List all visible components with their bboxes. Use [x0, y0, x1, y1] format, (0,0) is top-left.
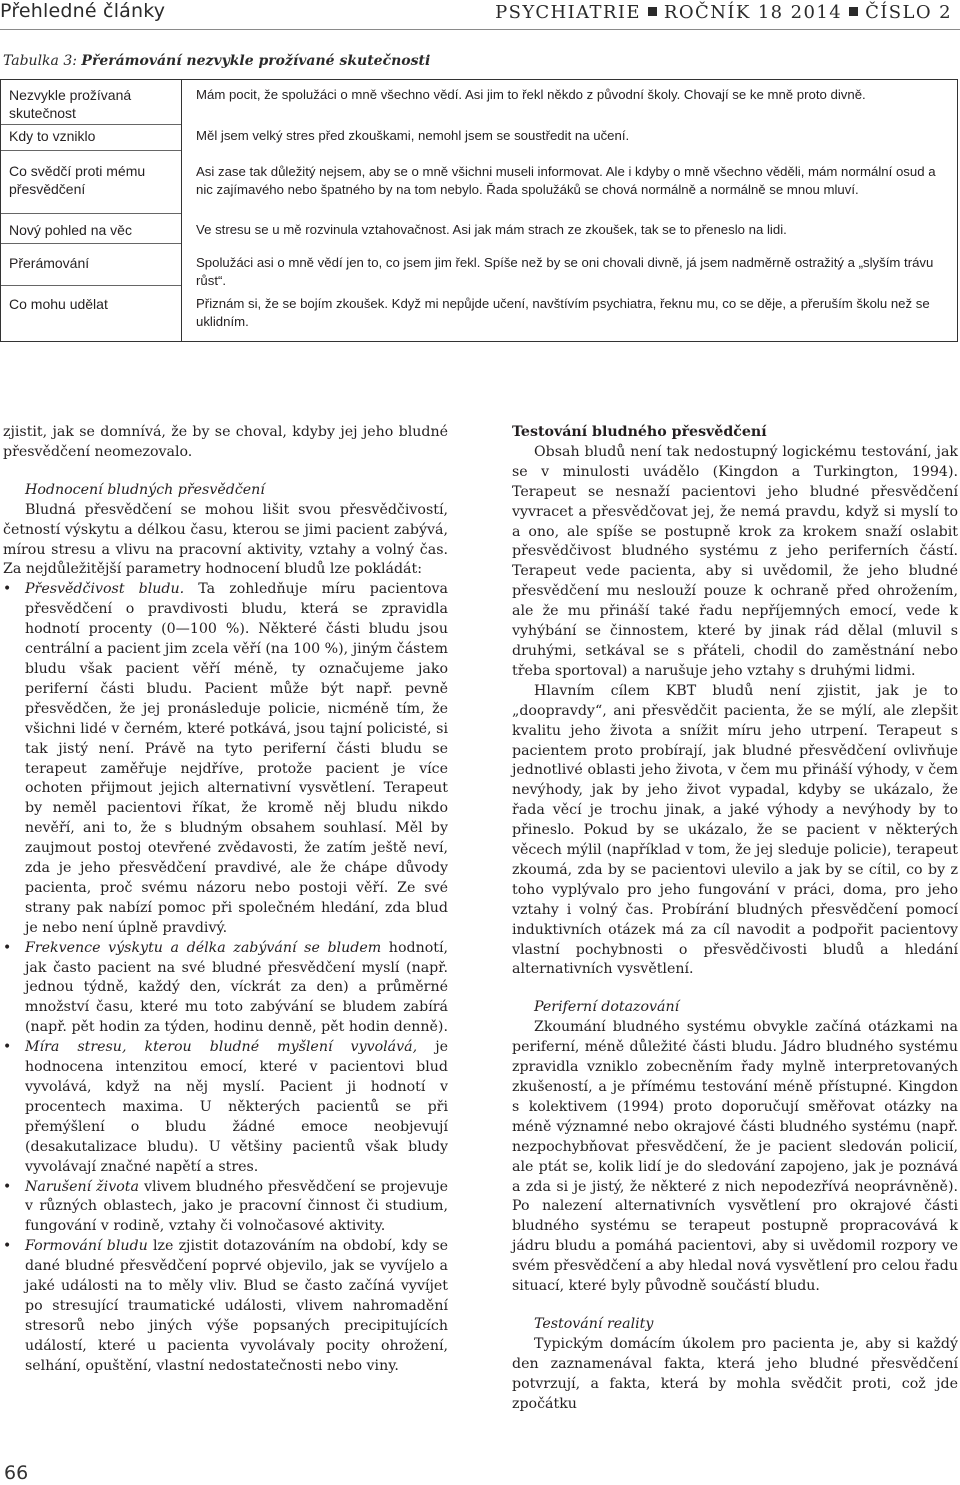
square-bullet-icon [849, 7, 858, 16]
paragraph: Obsah bludů není tak nedostupný logickému testování, jak se v minulosti uvádělo (Kingdon a Turkington, 1994). Terapeut se nesnaží pacientovi jeho bludné přesvědčení vyvracet a přesvědčovat jej, že nemá pravdu, když si myslí to a ono, ale spíše se postupně krok za krokem snaží oslabit přesvědčivost bludného systému z jeho periferních částí. Terapeut vede pacienta, aby si uvědomil, že jeho bludné přesvědčení mu neslouží pouze k ochraně před ohrožením, ale že mu přináší také řadu nepříjemných emocí, vede k vyhýbání se činnostem, které by jinak rád dělal (mluvil s druhými, setkával se s přáteli, chodil do zaměstnání nebo třeba sportoval) a narušuje jeho vztahy s druhými lidmi. [512, 443, 958, 679]
list-item-term: Přesvědčivost bludu. [25, 581, 185, 598]
list-item [3, 580, 448, 938]
parameter-list [3, 580, 448, 1376]
list-item-text: Ta zohledňuje míru pacientova přesvědčení o pravdivosti bludu, která se zpravidla hodnotí procenty (0—100 %). Některé části bludu jsou centrální a pacient jim zcela věří (na 100 %), jiným částem bludu však pacient věří méně, ty označujeme jako periferní části bludu. Pacient může být např. pevně přesvědčen, že jej pronásleduje policie, nicméně tím, že všichni lidé v černém, které potkává, jsou tajní policisté, si tak jistý není. Právě na tyto periferní části bludu se terapeut zaměřuje nejdříve, protože pacient je více ochoten přijmout jejich alternativní vysvětlení. Terapeut by neměl pacientovi říkat, že kromě něj bludu nikdo nevěří, ani to, že s bludným obsahem souhlasí. Měl by zaujmout postoj otevřené zvědavosti, že zatím ještě neví, zda je jeho přesvědčení pravdivé, ale že chápe důvody pacienta, proč svému názoru nebo postoji věří. Ze své strany pak nabízí pomoc při společném hledání, zda blud je nebo není úplně pravdivý. [25, 581, 448, 936]
intro-paragraph: zjistit, jak se domnívá, že by se choval, kdyby jej jeho bludné přesvědčení neomezovalo. [3, 424, 448, 460]
section-heading: Testování bludného přesvědčení [512, 424, 767, 440]
table-row-label: Kdy to vzniklo [9, 128, 96, 144]
paragraph: Typickým domácím úkolem pro pacienta je, aby si každý den zaznamenával fakta, která jeho bludné přesvědčení potvrzují, a fakta, která by mohla svědčit proti, což jde zpočátku [512, 1335, 958, 1412]
table-row-label: Co mohu udělat [9, 296, 108, 312]
header-rule [0, 29, 960, 30]
table-row-label: Přerámování [9, 255, 90, 271]
list-item [3, 1178, 448, 1238]
list-item-term: Frekvence výskytu a délka zabývání se bludem [25, 939, 382, 956]
journal-name: PSYCHIATRIE [495, 2, 641, 23]
section-title: Přehledné články [0, 0, 166, 22]
left-column [3, 423, 448, 1377]
list-item [3, 939, 448, 1039]
table-row-value: Asi zase tak důležitý nejsem, aby se o mně všichni museli informovat. Ale i kdyby o mně všechno věděli, mám normální osud a nic zajímavého nebo špatného by na tom nebylo. Řada spolužáků se chová normálně a normálně se mnou mluví. [196, 164, 936, 197]
bullet-icon: • [3, 1039, 12, 1056]
bullet-icon: • [3, 1178, 12, 1195]
list-item-text: hodnotí, jak často pacient na své bludné přesvědčení myslí (např. jednou týdně, každý den, víckrát za den) a průměrné množství času, které mu toto zabývání se bludem zabírá (např. pět hodin za týden, hodinu denně, pět hodin denně). [25, 939, 448, 1036]
paragraph: Hlavním cílem KBT bludů není zjistit, jak je to „doopravdy“, ani přesvědčit pacienta, že se mýlí, ale zlepšit kvalitu jeho života a snížit míru jeho utrpení. Terapeut s pacientem proto probírají, jak bludné přesvědčení ovlivňuje jednotlivé oblasti jeho života, v čem mu přináší výhody, v čem nevýhody, jak by jeho život vypadal, kdyby se ukázalo, že řada věcí je trochu jinak, a jaké výhody a nevýhody by to přineslo. Pokud by se ukázalo, že se pacient v některých věcech mýlil (například v tom, že jej sleduje policie), terapeut zkoumá, zda by se pacientovi ulevilo a jak by se cítil, co by z toho vyplývalo pro jeho fungování v práci, doma, pro jeho vztahy i volný čas. Probírání bludných přesvědčení pomocí induktivních otázek má za cíl navodit a podpořit pacientovy vlastní pochybnosti o přesvědčivosti bludů a hledání alternativních vysvětlení. [512, 682, 958, 978]
caption-title: Přerámování nezvykle prožívané skutečnosti [81, 53, 431, 69]
list-item-term: Míra stresu, kterou bludné myšlení vyvolává, [25, 1039, 418, 1056]
table-row-separator [1, 213, 181, 214]
bullet-icon: • [3, 1238, 12, 1255]
right-column [512, 423, 958, 1415]
table-divider [181, 80, 182, 341]
journal-header [495, 2, 952, 23]
list-item-term: Formování bludu [25, 1238, 148, 1255]
list-item [3, 1237, 448, 1376]
list-item [3, 1038, 448, 1177]
list-item-term: Narušení života [25, 1178, 139, 1195]
table-row-separator [1, 150, 181, 151]
table-row-separator [1, 285, 181, 286]
table-row-value: Ve stresu se u mě rozvinula vztahovačnost. Asi jak mám strach ze zkoušek, tak se to přeneslo na lidi. [196, 222, 787, 237]
journal-volume: ROČNÍK 18 [663, 2, 784, 23]
caption-prefix: Tabulka 3: [3, 53, 82, 69]
list-item-text: lze zjistit dotazováním na období, kdy se dané bludné přesvědčení poprvé objevilo, jak se vyvíjelo a jaké události na to měly vliv. Blud se často začíná vyvíjet po stresující traumatické události, vlivem nahromadění stresorů nebo jiných výše popsaných precipitujících událostí, které u pacienta vyvolávaly pocity ohrožení, selhání, opuštění, vlastní nedostatečnosti nebo viny. [25, 1238, 448, 1374]
journal-year: 2014 [790, 2, 843, 23]
list-item-text: vlivem bludného přesvědčení se projevuje v různých oblastech, jako je pracovní činnost či studium, fungování v rodině, vztahy či volnočasové aktivity. [25, 1178, 448, 1235]
table-row-value: Spolužáci asi o mně vědí jen to, co jsem jim řekl. Spíše než by se oni chovali divně, já jsem nadměrně ostražitý a „slyším trávu růst“. [196, 255, 934, 288]
table-row-value: Přiznám si, že se bojím zkoušek. Když mi nepůjde učení, navštívím psychiatra, řeknu mu, co se děje, a přeruším školu než se uklidním. [196, 296, 930, 329]
reframing-table [0, 79, 958, 342]
table-row-label: Nový pohled na věc [9, 222, 132, 238]
subheading: Periferní dotazování [534, 999, 680, 1016]
paragraph: Bludná přesvědčení se mohou lišit svou přesvědčivostí, četností výskytu a délkou času, kterou se jimi pacient zabývá, mírou stresu a vlivu na pracovní aktivity, vztahy a volný čas. Za nejdůležitější parametry hodnocení bludů lze pokládát: [3, 501, 448, 578]
table-row-label: Co svědčí proti mému přesvědčení [9, 163, 146, 197]
table-row-separator [1, 243, 181, 244]
bullet-icon: • [3, 939, 12, 956]
subheading: Testování reality [534, 1315, 654, 1332]
table-row-separator [1, 124, 181, 125]
table-row-value: Měl jsem velký stres před zkouškami, nemohl jsem se soustředit na učení. [196, 128, 630, 143]
subheading: Hodnocení bludných přesvědčení [25, 481, 265, 498]
table-row-value: Mám pocit, že spolužáci o mně všechno vědí. Asi jim to řekl někdo z původní školy. Chovají se ke mně proto divně. [196, 87, 866, 102]
bullet-icon: • [3, 581, 12, 598]
page-number: 66 [4, 1462, 29, 1484]
square-bullet-icon [648, 7, 657, 16]
table-caption [3, 53, 430, 69]
paragraph: Zkoumání bludného systému obvykle začíná otázkami na periferní, méně důležité části bludu. Jádro bludného systému zpravidla vzniklo zobecněním řady mylně interpretovaných zkušeností, a je přímému testování méně přístupné. Kingdon s kolektivem (1994) proto doporučují směřovat otázky na méně významné nebo okrajové části bludného systému (např. nezpochybňovat přesvědčení, že je pacient sledován policií, ale ptát se, kolik lidí je do sledování zapojeno, jak je poznává a zda si je jistý, že některé z nich nepodezřívá neoprávněně). Po nalezení alternativních vysvětlení pro okrajové části bludného systému se terapeut postupně propracovává k jádru bludu a pomáhá pacientovi, aby si uvědomil rozpory ve svém přesvědčení a aby hledal nová vysvětlení pro celou řadu situací, které byly původně součástí bludu. [512, 1019, 958, 1295]
journal-issue: ČÍSLO 2 [865, 2, 952, 23]
table-row-label: Nezvykle prožívaná skutečnost [9, 87, 132, 121]
list-item-text: je hodnocena intenzitou emocí, které v pacientovi blud vyvolává, když na něj myslí. Pacient ji hodnotí v procentech maxima. U některých pacientů se při přemýšlení o bludu žádné emoce neobjevují (desakutalizace bludu). U většiny pacientů však bludy vyvolávají značné napětí a stres. [25, 1039, 448, 1175]
